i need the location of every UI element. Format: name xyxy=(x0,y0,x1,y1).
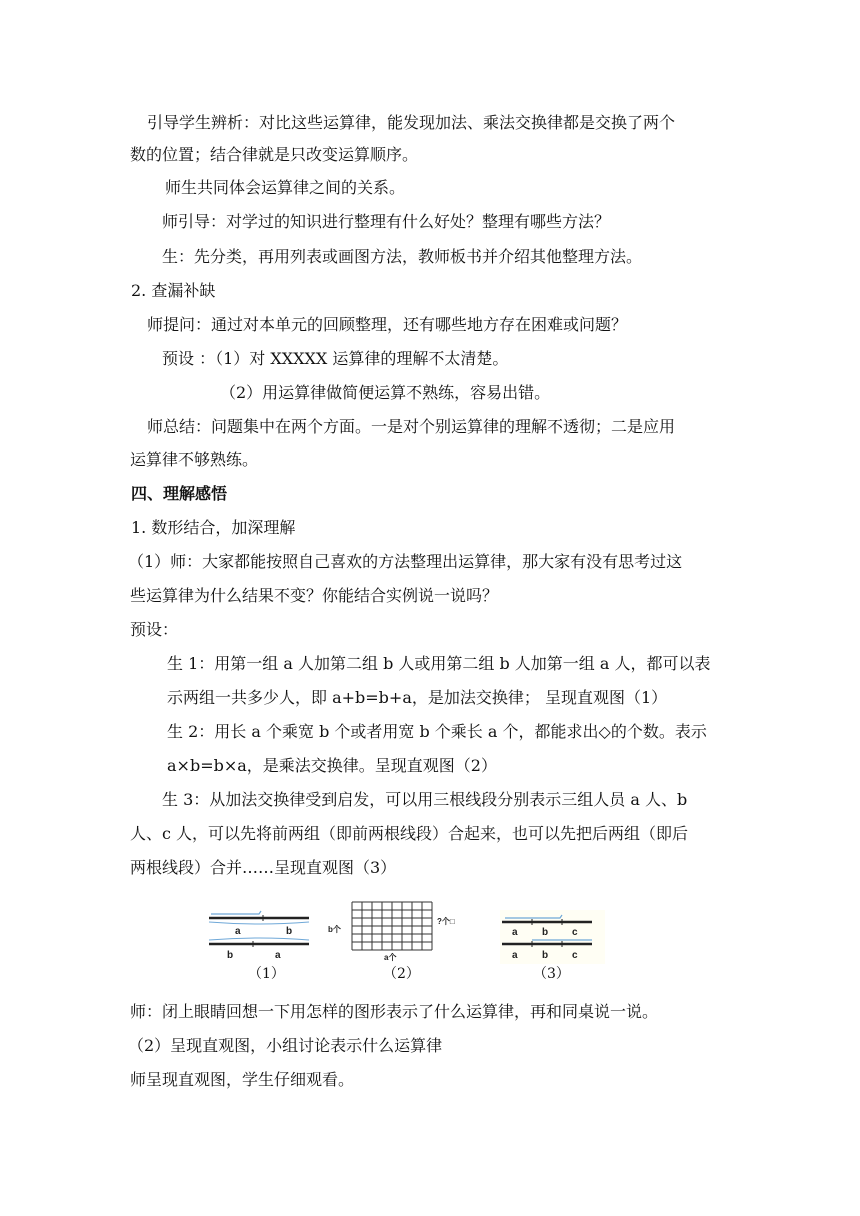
paragraph-line: 示两组一共多少人，即 a+b=b+a，是加法交换律； 呈现直观图（1） xyxy=(167,688,668,707)
paragraph-line: 生 2：用长 a 个乘宽 b 个或者用宽 b 个乘长 a 个，都能求出◇的个数。表示 xyxy=(167,722,707,741)
diagram-addition-associative xyxy=(500,910,605,964)
segment-label: b xyxy=(286,926,293,937)
paragraph-line: 预设： xyxy=(130,620,179,639)
paragraph-line: 师呈现直观图，学生仔细观看。 xyxy=(130,1070,355,1089)
paragraph-line: 师提问：通过对本单元的回顾整理，还有哪些地方存在困难或问题？ xyxy=(147,315,628,334)
figure-caption: （3） xyxy=(533,966,570,982)
paragraph-line: 运算律不够熟练。 xyxy=(130,450,259,469)
paragraph-line: （2）呈现直观图，小组讨论表示什么运算律 xyxy=(128,1036,443,1055)
segment-label: b xyxy=(542,950,549,961)
paragraph-line: 引导学生辨析：对比这些运算律，能发现加法、乘法交换律都是交换了两个 xyxy=(147,113,676,132)
figure-caption: （2） xyxy=(383,966,420,982)
paragraph-line: 师生共同体会运算律之间的关系。 xyxy=(165,178,406,197)
section-heading: 2. 查漏补缺 xyxy=(131,281,216,300)
grid-bottom-label: a个 xyxy=(384,953,397,962)
segment-label: b xyxy=(227,950,234,961)
segment-label: a xyxy=(275,950,281,961)
section-heading: 四、理解感悟 xyxy=(131,484,228,503)
figure-caption: （1） xyxy=(248,966,285,982)
paragraph-line: （1）师：大家都能按照自己喜欢的方法整理出运算律，那大家有没有思考过这 xyxy=(128,552,683,571)
paragraph-line: 两根线段）合并……呈现直观图（3） xyxy=(130,858,397,877)
segment-label: a xyxy=(235,926,241,937)
grid-right-label: ?个□ xyxy=(437,917,455,926)
diagram-multiplication-grid xyxy=(326,898,466,962)
paragraph-line: （2）用运算律做简便运算不熟练，容易出错。 xyxy=(220,383,551,402)
segment-label: a xyxy=(512,927,518,938)
paragraph-line: 师引导：对学过的知识进行整理有什么好处？整理有哪些方法？ xyxy=(162,212,611,231)
paragraph-line: 数的位置；结合律就是只改变运算顺序。 xyxy=(130,145,419,164)
diagram-addition-commutative xyxy=(207,904,311,964)
paragraph-line: 师总结：问题集中在两个方面。一是对个别运算律的理解不透彻；二是应用 xyxy=(147,417,676,436)
paragraph-line: 人、c 人，可以先将前两组（即前两根线段）合起来，也可以先把后两组（即后 xyxy=(130,824,689,843)
segment-label: c xyxy=(572,927,578,938)
paragraph-line: 生 1：用第一组 a 人加第二组 b 人或用第二组 b 人加第一组 a 人，都可以表 xyxy=(167,654,711,673)
paragraph-line: 师：闭上眼睛回想一下用怎样的图形表示了什么运算律，再和同桌说一说。 xyxy=(130,1002,659,1021)
paragraph-line: 生 3：从加法交换律受到启发，可以用三根线段分别表示三组人员 a 人、b xyxy=(162,790,688,809)
paragraph-line: 些运算律为什么结果不变？你能结合实例说一说吗？ xyxy=(130,586,499,605)
segment-label: b xyxy=(542,927,549,938)
segment-label: a xyxy=(512,950,518,961)
paragraph-line: a×b=b×a，是乘法交换律。呈现直观图（2） xyxy=(167,756,497,775)
segment-label: c xyxy=(572,950,578,961)
paragraph-line: 生：先分类，再用列表或画图方法，教师板书并介绍其他整理方法。 xyxy=(162,247,643,266)
grid-left-label: b个 xyxy=(328,925,341,934)
paragraph-line: 预设 ：（1）对 XXXXX 运算律的理解不太清楚。 xyxy=(162,349,509,368)
subsection-heading: 1. 数形结合，加深理解 xyxy=(131,518,296,537)
